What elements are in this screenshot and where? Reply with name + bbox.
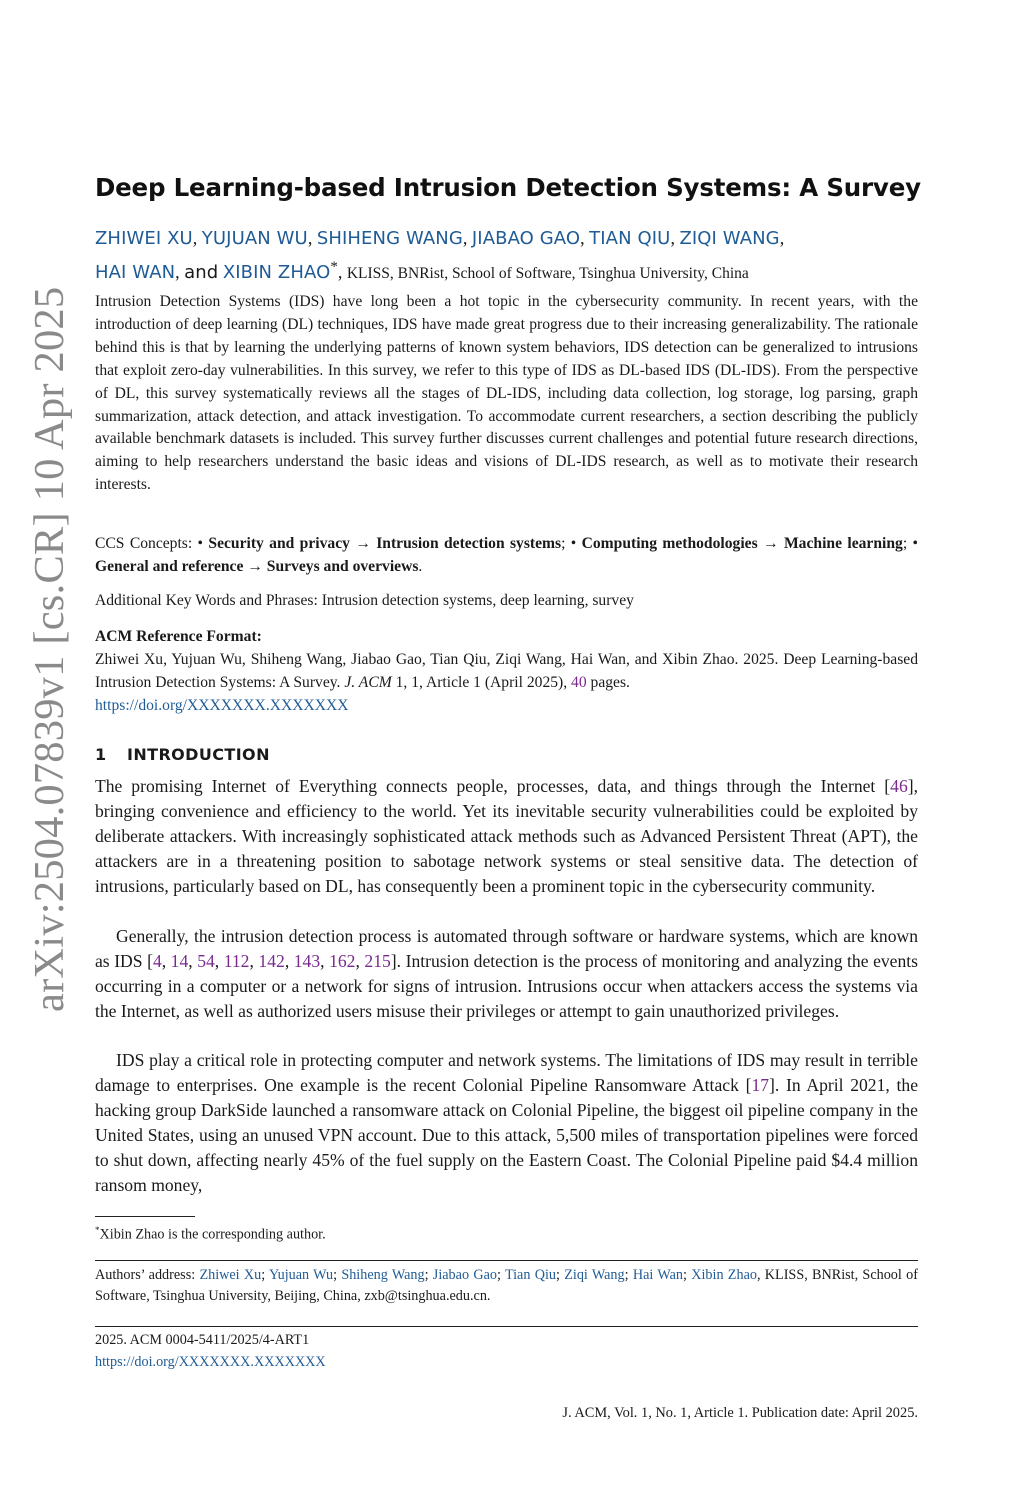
citation-link[interactable]: 14 [170, 950, 189, 971]
ccs-label: CCS Concepts: [95, 535, 193, 552]
paragraph-text: The promising Internet of Everything connects people, processes, data, and things through the Internet [ [95, 776, 891, 796]
author-address-link[interactable]: Zhiwei Xu [199, 1267, 262, 1283]
ccs-concept: Surveys and overviews [266, 557, 419, 575]
author-block: ZHIWEI XU, YUJUAN WU, SHIHENG WANG, JIABAO GAO, TIAN QIU, ZIQI WANG, HAI WAN, and XIBIN ZHAO*, KLISS, BNRist, School of Software, Tsinghua University, China [95, 228, 785, 283]
acm-reference-format [95, 626, 918, 718]
acm-ref-text: Zhiwei Xu, Yujuan Wu, Shiheng Wang, Jiabao Gao, Tian Qiu, Ziqi Wang, Hai Wan, and Xibin Zhao. 2025. Deep Learning-based Intrusion Detection Systems: A Survey. [95, 650, 918, 691]
citation-link[interactable]: 142 [258, 950, 285, 971]
publication-info [95, 1330, 326, 1373]
citation-link[interactable]: 162 [329, 950, 356, 971]
ccs-concept: General and reference [95, 557, 244, 575]
footnote [95, 1219, 326, 1246]
footnote-mark: * [95, 1225, 100, 1235]
author-link[interactable]: XIBIN ZHAO [222, 262, 331, 283]
ccs-concept: Security and privacy [208, 535, 350, 552]
ccs-concept: Intrusion detection systems [376, 535, 562, 552]
author-link[interactable]: YUJUAN WU [201, 228, 308, 249]
citation-link[interactable]: 215 [364, 950, 391, 971]
ccs-concepts: CCS Concepts: • Security and privacy → Intrusion detection systems; • Computing methodologies → Machine learning; • General and reference → Surveys and overviews. [95, 535, 918, 575]
author-conjunction: and [184, 262, 219, 283]
page-footer: J. ACM, Vol. 1, No. 1, Article 1. Publication date: April 2025. [562, 1405, 918, 1421]
citation-link[interactable]: 46 [890, 776, 908, 796]
citation-link[interactable]: 54 [197, 950, 215, 971]
section-heading [95, 743, 270, 767]
citation-link[interactable]: 17 [751, 1074, 770, 1095]
publication-line: 2025. ACM 0004-5411/2025/4-ART1 [95, 1332, 310, 1348]
author-link[interactable]: SHIHENG WANG [316, 228, 463, 249]
citation-link[interactable]: 4 [152, 950, 162, 971]
author-link[interactable]: TIAN QIU [589, 228, 671, 249]
affiliation: KLISS, BNRist, School of Software, Tsinghua University, China [346, 265, 749, 282]
author-address-link[interactable]: Hai Wan [632, 1267, 683, 1283]
paragraph-text: ], bringing convenience and efficiency to the world. Yet its inevitable security vulnerabilities could be exploited by deliberate attackers. With increasingly sophisticated attack methods such as Advanced Persistent Threat (APT), the attackers are in a threatening position to sabotage network systems or steal sensitive data. The detection of intrusions, particularly based on DL, has consequently been a prominent topic in the cybersecurity community. [95, 776, 918, 896]
footnote-text: Xibin Zhao is the corresponding author. [99, 1226, 326, 1243]
publication-divider [95, 1326, 918, 1327]
citation-link[interactable]: 143 [293, 950, 321, 971]
footnote-divider [95, 1216, 195, 1217]
author-link[interactable]: HAI WAN [95, 262, 176, 283]
author-address-link[interactable]: Jiabao Gao [432, 1267, 497, 1283]
section-title: INTRODUCTION [127, 745, 270, 764]
doi-link[interactable]: https://doi.org/XXXXXXX.XXXXXXX [95, 1353, 326, 1370]
address-label: Authors’ address: [95, 1267, 196, 1283]
acm-ref-journal: J. ACM [344, 673, 392, 691]
author-link[interactable]: JIABAO GAO [471, 228, 581, 249]
authors-address: Authors’ address: Zhiwei Xu; Yujuan Wu; Shiheng Wang; Jiabao Gao; Tian Qiu; Ziqi Wang; Hai Wan; Xibin Zhao, KLISS, BNRist, School of Software, Tsinghua University, Beijing, China, zxb@tsinghua.edu.cn. [95, 1267, 918, 1304]
paragraph-text: ]. Intrusion detection is the process of monitoring and analyzing the events occurring in a computer or a network for signs of intrusion. Intrusions occur when attackers access the systems via the Internet, as well as authorized users misuse their privileges or attempt to gain unauthorized privileges. [95, 950, 919, 1021]
author-link[interactable]: ZHIWEI XU [95, 228, 193, 249]
intro-paragraph [95, 774, 918, 899]
acm-ref-label: ACM Reference Format: [95, 628, 262, 645]
author-address-link[interactable]: Ziqi Wang [564, 1267, 625, 1283]
section-number: 1 [95, 745, 107, 764]
paragraph-text: ]. In April 2021, the hacking group DarkSide launched a ransomware attack on Colonial Pipeline, the biggest oil pipeline company in the United States, using an unused VPN account. Due to this attack, 5,500 miles of transportation pipelines were forced to shut down, affecting nearly 45% of the fuel supply on the Eastern Coast. The Colonial Pipeline paid $4.4 million ransom money, [95, 1074, 918, 1195]
intro-paragraph [95, 1048, 918, 1197]
intro-paragraph: Generally, the intrusion detection process is automated through software or hardware systems, which are known as IDS [4, 14, 54, 112, 142, 143, 162, 215]. Intrusion detection is the process of monitoring and analyzing the events occurring in a computer or a network for signs of intrusion. Intrusions occur when attackers access the systems via the Internet, as well as authorized users misuse their privileges or attempt to gain unauthorized privileges. [95, 926, 919, 1021]
author-address-link[interactable]: Yujuan Wu [268, 1267, 334, 1283]
address-text: , KLISS, BNRist, School of Software, Tsinghua University, Beijing, China, zxb@tsinghua.edu.cn. [95, 1267, 918, 1304]
ccs-concept: Machine learning [783, 535, 903, 552]
doi-link[interactable]: https://doi.org/XXXXXXX.XXXXXXX [95, 696, 349, 714]
paper-title: Deep Learning-based Intrusion Detection Systems: A Survey [95, 173, 921, 202]
ccs-concept: Computing methodologies [581, 535, 758, 552]
paragraph-text: Generally, the intrusion detection process is automated through software or hardware systems, which are known as IDS [ [95, 926, 918, 971]
author-address-link[interactable]: Shiheng Wang [341, 1267, 425, 1283]
author-address-link[interactable]: Xibin Zhao [691, 1267, 757, 1283]
corresponding-mark: * [330, 259, 338, 275]
acm-ref-volume: 1, 1, Article 1 (April 2025), [395, 673, 568, 691]
arxiv-identifier: arXiv:2504.07839v1 [cs.CR] 10 Apr 2025 [26, 286, 73, 1012]
page-count-link[interactable]: 40 [571, 673, 587, 691]
address-divider [95, 1260, 918, 1261]
paragraph-text: IDS play a critical role in protecting computer and network systems. The limitations of IDS may result in terrible damage to enterprises. One example is the recent Colonial Pipeline Ransomware Attack [ [95, 1050, 918, 1095]
citation-link[interactable]: 112 [223, 950, 250, 971]
author-link[interactable]: ZIQI WANG [679, 228, 780, 249]
author-address-link[interactable]: Tian Qiu [504, 1267, 556, 1283]
acm-ref-pages-label: pages. [590, 673, 630, 691]
keywords: Additional Key Words and Phrases: Intrusion detection systems, deep learning, survey [95, 592, 634, 609]
abstract: Intrusion Detection Systems (IDS) have long been a hot topic in the cybersecurity community. In recent years, with the introduction of deep learning (DL) techniques, IDS have made great progress due to their increasing generalizability. The rationale behind this is that by learning the underlying patterns of known system behaviors, IDS detection can be generalized to intrusions that exploit zero-day vulnerabilities. In this survey, we refer to this type of IDS as DL-based IDS (DL-IDS). From the perspective of DL, this survey systematically reviews all the stages of DL-IDS, including data collection, log storage, log parsing, graph summarization, attack detection, and attack investigation. To accommodate current researchers, a section describing the publicly available benchmark datasets is included. This survey further discusses current challenges and potential future research directions, aiming to help researchers understand the basic ideas and visions of DL-IDS research, as well as to motivate their research interests. [95, 293, 918, 494]
